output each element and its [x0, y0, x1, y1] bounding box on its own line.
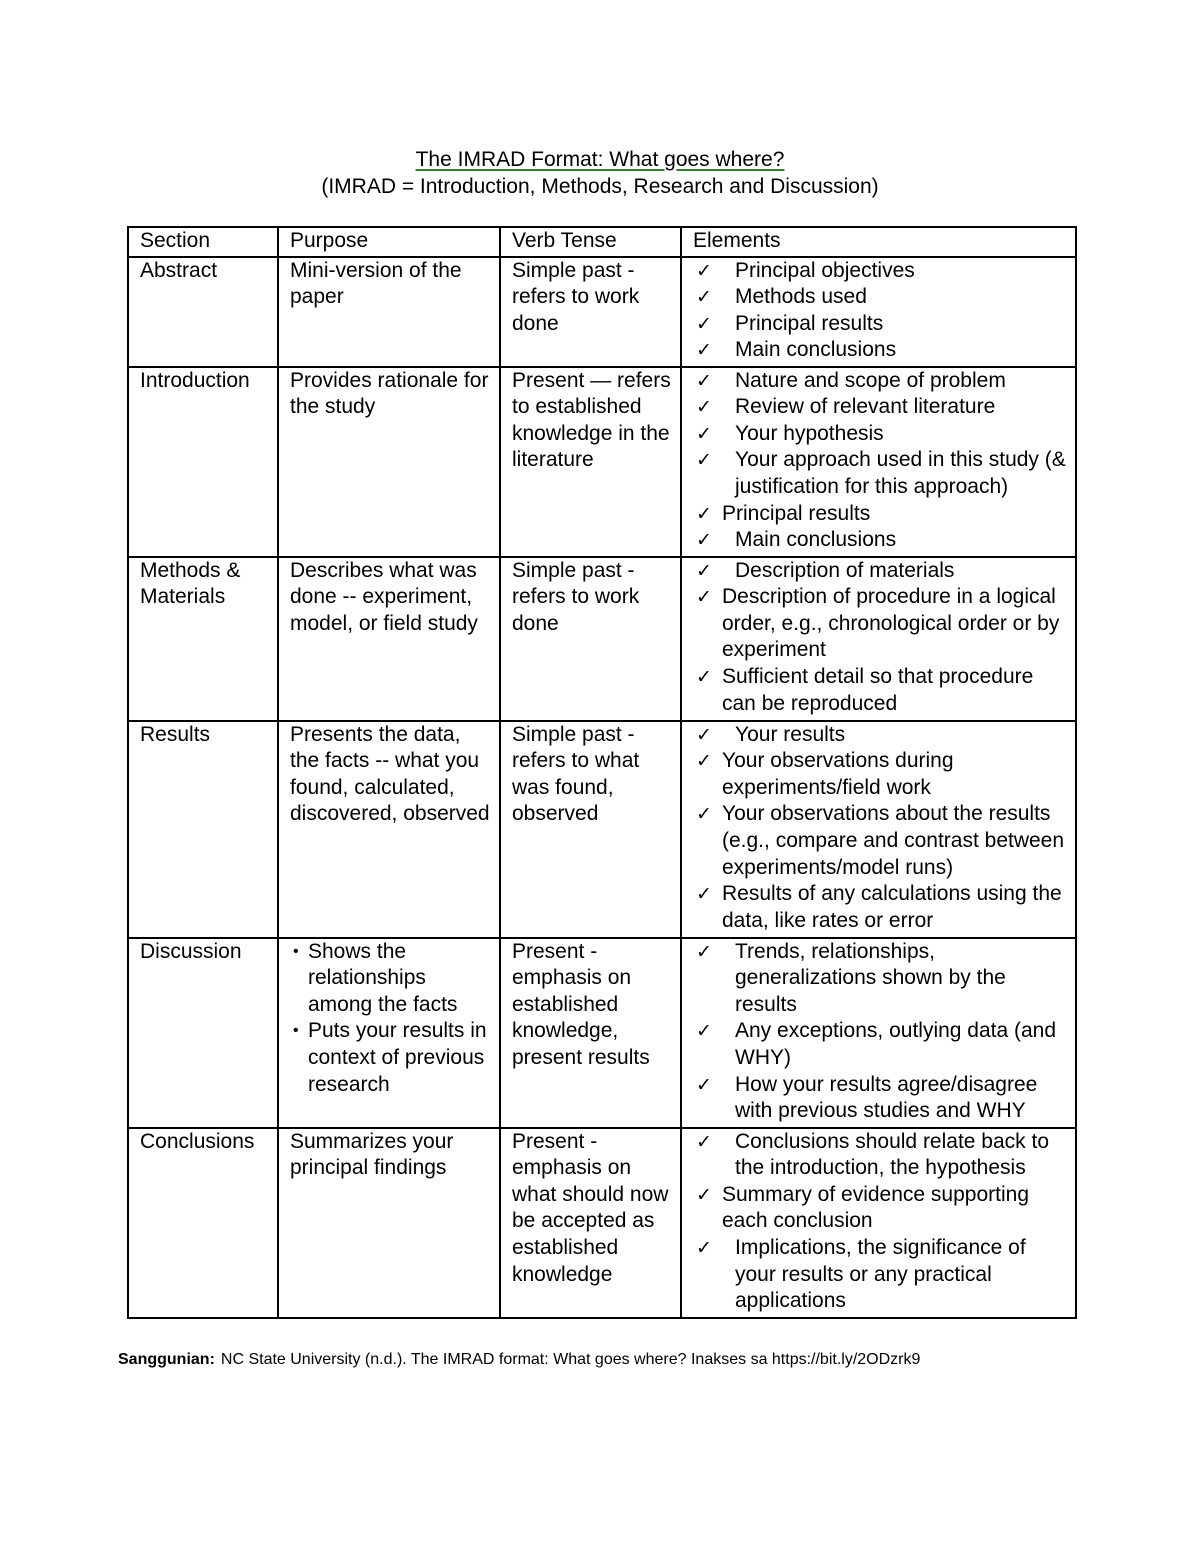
list-item: [693, 1235, 1071, 1315]
element-text: Any exceptions, outlying data (and WHY): [735, 1019, 1057, 1069]
check-icon: ✓: [696, 312, 712, 335]
check-icon: ✓: [696, 1020, 712, 1043]
list-item: [693, 664, 1071, 717]
list-item: [693, 801, 1071, 881]
tense-cell: Simple past - refers to work done: [500, 557, 681, 721]
check-icon: ✓: [696, 1130, 712, 1153]
element-text: Conclusions should relate back to the introduction, the hypothesis: [735, 1129, 1050, 1180]
element-text: Description of materials: [735, 558, 955, 582]
element-text: Principal results: [735, 311, 884, 335]
list-item: [290, 939, 495, 1019]
elements-cell: [681, 721, 1076, 938]
element-text: Trends, relationships, generalizations shown by the results: [735, 939, 1006, 1016]
list-item: [693, 368, 1071, 395]
element-text: Methods used: [735, 285, 867, 309]
element-text: Your results: [735, 722, 846, 746]
tense-cell: Present - emphasis on established knowledge, present results: [500, 938, 681, 1128]
element-text: Main conclusions: [735, 528, 897, 552]
list-item: [693, 447, 1071, 500]
elements-cell: [681, 257, 1076, 367]
element-text: Your approach used in this study (& justification for this approach): [735, 448, 1066, 498]
table-row: [128, 721, 1076, 938]
list-item: [693, 284, 1071, 311]
element-text: How your results agree/disagree with previous studies and WHY: [735, 1072, 1038, 1123]
purpose-cell: Describes what was done -- experiment, model, or field study: [278, 557, 500, 721]
tense-cell: Present — refers to established knowledge in the literature: [500, 367, 681, 557]
check-icon: ✓: [696, 750, 712, 773]
element-text: Results of any calculations using the data, like rates or error: [722, 882, 1062, 932]
list-item: [693, 748, 1071, 801]
source-colon: :: [209, 1351, 215, 1368]
element-text: Main conclusions: [735, 338, 897, 362]
section-cell: Abstract: [128, 257, 278, 367]
table-row: [128, 367, 1076, 557]
check-icon: ✓: [696, 1073, 712, 1096]
source-text: NC State University (n.d.). The IMRAD format: What goes where? Inakses sa https://bit.ly/2ODzrk9: [220, 1351, 921, 1368]
header-section: Section: [128, 227, 278, 257]
section-cell: Methods & Materials: [128, 557, 278, 721]
elements-cell: [681, 1128, 1076, 1318]
elements-cell: [681, 557, 1076, 721]
list-item: [693, 311, 1071, 338]
element-text: Your observations during experiments/field work: [722, 749, 954, 799]
check-icon: ✓: [696, 396, 712, 419]
imrad-table: [127, 226, 1077, 1319]
section-cell: Discussion: [128, 938, 278, 1128]
section-cell: Results: [128, 721, 278, 938]
list-item: [693, 1072, 1071, 1125]
check-icon: ✓: [696, 1236, 712, 1259]
list-item: [693, 1129, 1071, 1182]
check-icon: ✓: [696, 339, 712, 362]
table-row: [128, 1128, 1076, 1318]
list-item: [693, 394, 1071, 421]
list-item: [693, 527, 1071, 554]
check-icon: ✓: [696, 502, 712, 525]
purpose-cell: [278, 938, 500, 1128]
check-icon: ✓: [696, 940, 712, 963]
table-row: [128, 557, 1076, 721]
elements-cell: [681, 367, 1076, 557]
purpose-cell: Presents the data, the facts -- what you found, calculated, discovered, observed: [278, 721, 500, 938]
check-icon: ✓: [696, 369, 712, 392]
table-row: [128, 257, 1076, 367]
element-text: Implications, the significance of your results or any practical applications: [735, 1235, 1026, 1313]
list-item: [693, 584, 1071, 664]
check-icon: ✓: [696, 883, 712, 906]
element-text: Principal objectives: [735, 258, 915, 282]
purpose-cell: Summarizes your principal findings: [278, 1128, 500, 1318]
purpose-cell: Mini-version of the paper: [278, 257, 500, 367]
list-item: [693, 558, 1071, 585]
source-label: Sanggunian: [118, 1351, 210, 1368]
page-subtitle: (IMRAD = Introduction, Methods, Research and Discussion): [321, 175, 879, 198]
purpose-text: Puts your results in context of previous research: [308, 1019, 487, 1096]
document-title: [0, 146, 1200, 200]
header-elements: Elements: [681, 227, 1076, 257]
list-item: [693, 501, 1071, 528]
element-text: Description of procedure in a logical order, e.g., chronological order or by experiment: [722, 585, 1060, 662]
bullet-icon: •: [293, 1022, 299, 1040]
tense-cell: Simple past - refers to work done: [500, 257, 681, 367]
check-icon: ✓: [696, 586, 712, 609]
check-icon: ✓: [696, 259, 712, 282]
element-text: Nature and scope of problem: [735, 368, 1006, 392]
check-icon: ✓: [696, 449, 712, 472]
check-icon: ✓: [696, 723, 712, 746]
list-item: [693, 1182, 1071, 1235]
element-text: Principal results: [722, 501, 871, 525]
tense-cell: Present - emphasis on what should now be accepted as established knowledge: [500, 1128, 681, 1318]
purpose-text: Shows the relationships among the facts: [308, 939, 458, 1016]
element-text: Sufficient detail so that procedure can be reproduced: [722, 664, 1034, 715]
source-citation: [118, 1350, 920, 1370]
purpose-cell: Provides rationale for the study: [278, 367, 500, 557]
header-purpose: Purpose: [278, 227, 500, 257]
section-cell: Conclusions: [128, 1128, 278, 1318]
page-title: The IMRAD Format: What goes where?: [415, 148, 785, 171]
element-text: Summary of evidence supporting each conclusion: [722, 1182, 1029, 1233]
element-text: Review of relevant literature: [735, 395, 996, 419]
list-item: [693, 337, 1071, 364]
list-item: [693, 939, 1071, 1019]
list-item: [693, 722, 1071, 749]
check-icon: ✓: [696, 529, 712, 552]
section-cell: Introduction: [128, 367, 278, 557]
table-row: [128, 938, 1076, 1128]
check-icon: ✓: [696, 803, 712, 826]
element-text: Your observations about the results (e.g., compare and contrast between experiments/model runs): [722, 802, 1065, 879]
check-icon: ✓: [696, 422, 712, 445]
element-text: Your hypothesis: [735, 421, 884, 445]
check-icon: ✓: [696, 1183, 712, 1206]
list-item: [693, 881, 1071, 934]
table-header-row: [128, 227, 1076, 257]
list-item: [693, 421, 1071, 448]
list-item: [693, 1018, 1071, 1071]
check-icon: ✓: [696, 286, 712, 309]
header-verb-tense: Verb Tense: [500, 227, 681, 257]
elements-cell: [681, 938, 1076, 1128]
tense-cell: Simple past - refers to what was found, observed: [500, 721, 681, 938]
list-item: [693, 258, 1071, 285]
check-icon: ✓: [696, 559, 712, 582]
list-item: [290, 1018, 495, 1098]
check-icon: ✓: [696, 665, 712, 688]
bullet-icon: •: [293, 942, 299, 960]
